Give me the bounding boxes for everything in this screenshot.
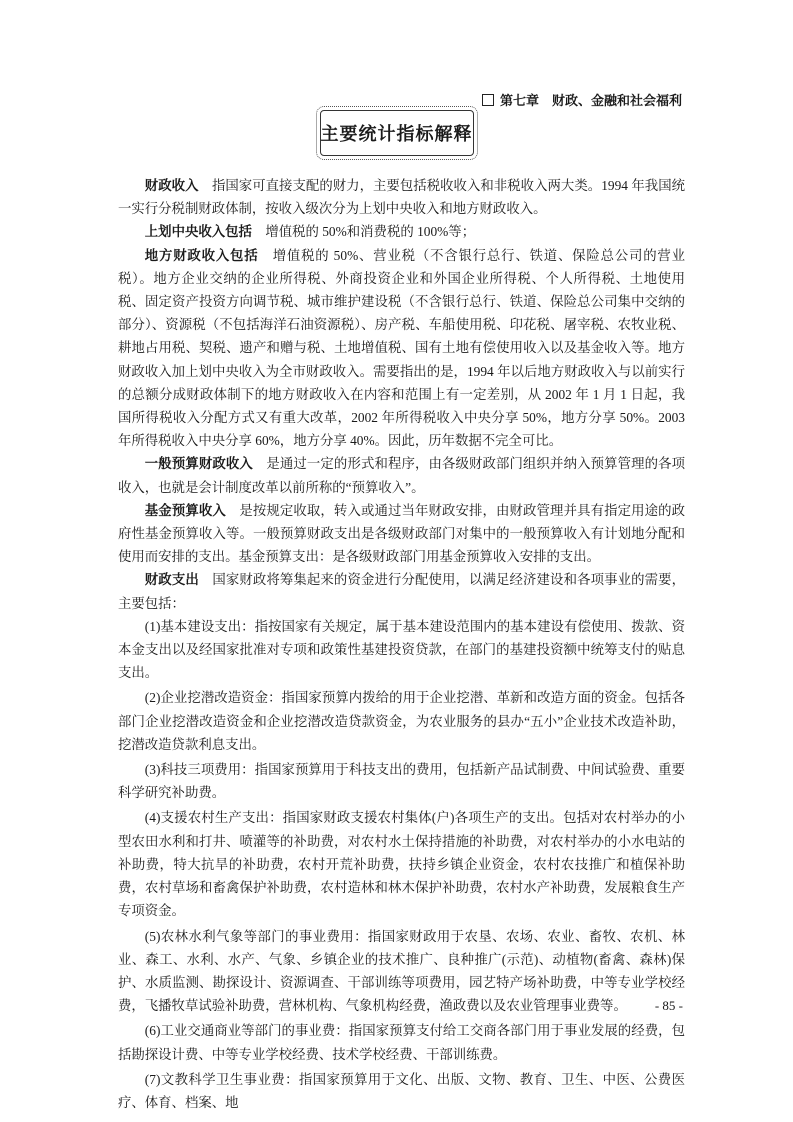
term: 基金预算收入: [144, 502, 226, 518]
paragraph: [118, 220, 685, 243]
definition-text: (4)支援农村生产支出：指国家财政支援农村集体(户)各项生产的支出。包括对农村举办的小型农田水利和打井、喷灌等的补助费，对农村水土保持措施的补助费，对农村举办的小水电站的补助费，特大抗旱的补助费，农村开荒补助费，扶持乡镇企业资金，农村农技推广和植保补助费，农村草场和畜禽保护补助费，农村造林和林木保护补助费，农村水产补助费，发展粮食生产专项资金。: [118, 810, 685, 919]
term: 上划中央收入包括: [144, 224, 252, 240]
term: 地方财政收入包括: [144, 247, 259, 263]
body-text: [118, 174, 685, 1114]
paragraph: [118, 568, 685, 614]
paragraph: [118, 244, 685, 453]
definition-text: 是按规定收取，转入或通过当年财政安排，由财政管理并具有指定用途的政府性基金预算收入等。一般预算财政支出是各级财政部门对集中的一般预算收入有计划地分配和使用而安排的支出。基金预算支出：是各级财政部门用基金预算收入安排的支出。: [118, 502, 686, 565]
term: 一般预算财政收入: [144, 456, 253, 472]
paragraph: [118, 686, 685, 756]
page-number: - 85 -: [654, 998, 683, 1013]
definition-text: (6)工业交通商业等部门的事业费：指国家预算支付给工交商各部门用于事业发展的经费，包括勘探设计费、中等专业学校经费、技术学校经费、干部训练费。: [118, 1023, 685, 1062]
square-icon: [482, 94, 494, 106]
definition-text: 国家财政将筹集起来的资金进行分配使用，以满足经济建设和各项事业的需要，主要包括：: [118, 572, 686, 611]
definition-text: (2)企业挖潜改造资金：指国家预算内拨给的用于企业挖潜、革新和改造方面的资金。包括各部门企业挖潜改造资金和企业挖潜改造贷款资金，为农业服务的县办“五小”企业技术改造补助，挖潜改造贷款利息支出。: [118, 690, 685, 752]
paragraph: [118, 758, 685, 804]
definition-text: (3)科技三项费用：指国家预算用于科技支出的费用，包括新产品试制费、中间试验费、重要科学研究补助费。: [118, 762, 685, 801]
definition-text: (1)基本建设支出：指按国家有关规定，属于基本建设范围内的基本建设有偿使用、拨款、资本金支出以及经国家批准对专项和政策性基建投资贷款，在部门的基建投资额中统筹支付的贴息支出。: [118, 618, 685, 681]
term: 财政支出: [144, 572, 199, 588]
running-header: [482, 90, 682, 109]
section-title: 主要统计指标解释: [320, 124, 473, 144]
definition-text: (5)农林水利气象等部门的事业费用：指国家财政用于农垦、农场、农业、畜牧、农机、林业、森工、水利、水产、气象、乡镇企业的技术推广、良种推广(示范)、动植物(畜禽、森林)保护、水质监测、勘探设计、资源调查、干部训练等项费用，园艺特产场补助费，中等专业学校经费，飞播牧草试验补助费，营林机构、气象机构经费，渔政费以及农业管理事业费等。: [118, 928, 685, 1014]
paragraph: [118, 1019, 685, 1065]
paragraph: [118, 174, 685, 220]
section-title-frame: [320, 110, 474, 156]
paragraph: [118, 615, 685, 685]
definition-text: 增值税的 50%和消费税的 100%等；: [265, 224, 476, 240]
definition-text: 指国家可直接支配的财力，主要包括税收收入和非税收入两大类。1994 年我国统一实行分税制财政体制，按收入级次分为上划中央收入和地方财政收入。: [118, 178, 686, 217]
paragraph: [118, 499, 685, 569]
chapter-title: 第七章 财政、金融和社会福利: [499, 93, 682, 108]
definition-text: (7)文教科学卫生事业费：指国家预算用于文化、出版、文物、教育、卫生、中医、公费医疗、体育、档案、地: [118, 1071, 685, 1110]
paragraph: [118, 1068, 685, 1114]
paragraph: [118, 452, 685, 498]
definition-text: 增值税的 50%、营业税（不含银行总行、铁道、保险总公司的营业税）。地方企业交纳的企业所得税、外商投资企业和外国企业所得税、个人所得税、土地使用税、固定资产投资方向调节税、城市维护建设税（不含银行总行、铁道、保险总公司集中交纳的部分）、资源税（不包括海洋石油资源税）、房产税、车船使用税、印花税、屠宰税、农牧业税、耕地占用税、契税、遗产和赠与税、土地增值税、国有土地有偿使用收入以及基金收入等。地方财政收入加上划中央收入为全市财政收入。需要指出的是，1994 年以后地方财政收入与以前实行的总额分成财政体制下的地方财政收入在内容和范围上有一定差别，从 2002 年 1 月 1 日起，我国所得税收入分配方式又有重大改革，2002 年所得税收入中央分享 50%，地方分享 50%。2003 年所得税收入中央分享 60%，地方分享 40%。因此，历年数据不完全可比。: [118, 247, 686, 449]
definition-text: 是通过一定的形式和程序，由各级财政部门组织并纳入预算管理的各项收入，也就是会计制度改革以前所称的“预算收入”。: [118, 456, 686, 495]
term: 财政收入: [144, 178, 199, 193]
paragraph: [118, 925, 685, 1018]
paragraph: [118, 806, 685, 922]
